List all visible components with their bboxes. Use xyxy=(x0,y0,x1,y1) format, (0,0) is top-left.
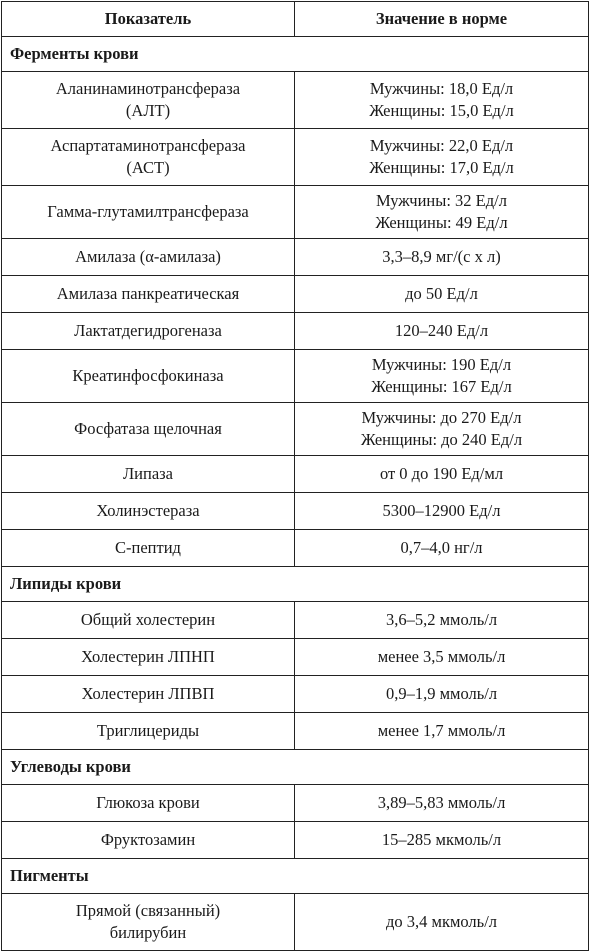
indicator-cell xyxy=(2,713,295,750)
indicator-cell xyxy=(2,239,295,276)
indicator-cell xyxy=(2,72,295,129)
table-row xyxy=(2,713,589,750)
indicator-cell xyxy=(2,403,295,456)
indicator-cell xyxy=(2,602,295,639)
norm-value: Мужчины: 18,0 Ед/л xyxy=(369,79,514,98)
table-row xyxy=(2,313,589,350)
norm-value-cell xyxy=(295,713,589,750)
norm-value-cell xyxy=(295,530,589,567)
indicator-name: Холинэстераза xyxy=(96,501,200,520)
indicator-name: Глюкоза крови xyxy=(96,793,200,812)
indicator-cell xyxy=(2,456,295,493)
indicator-cell xyxy=(2,493,295,530)
indicator-name: Триглицериды xyxy=(96,721,200,740)
indicator-name: Креатинфосфокиназа xyxy=(72,366,224,385)
section-row xyxy=(2,37,589,72)
indicator-cell xyxy=(2,785,295,822)
norm-value: Мужчины: 22,0 Ед/л xyxy=(369,136,514,155)
indicator-cell xyxy=(2,350,295,403)
section-row xyxy=(2,859,589,894)
norm-value: менее 1,7 ммоль/л xyxy=(377,721,506,740)
table-row xyxy=(2,129,589,186)
section-title: Липиды крови xyxy=(2,567,589,602)
indicator-cell xyxy=(2,822,295,859)
indicator-cell xyxy=(2,894,295,951)
indicator-name: Фруктозамин xyxy=(100,830,196,849)
indicator-name: Лактатдегидрогеназа xyxy=(74,321,222,340)
indicator-name: (АСТ) xyxy=(126,158,170,177)
indicator-name: Аспартатаминотрансфераза xyxy=(50,136,246,155)
norm-value: Женщины: до 240 Ед/л xyxy=(360,430,523,449)
norm-value-cell xyxy=(295,350,589,403)
table-row xyxy=(2,493,589,530)
indicator-name: (АЛТ) xyxy=(125,101,171,120)
table-row xyxy=(2,822,589,859)
indicator-name: Холестерин ЛПВП xyxy=(81,684,215,703)
header-norm-value: Значение в норме xyxy=(295,2,589,37)
norm-value: 120–240 Ед/л xyxy=(394,321,489,340)
section-row xyxy=(2,567,589,602)
section-title: Пигменты xyxy=(2,859,589,894)
table-body xyxy=(2,37,589,951)
indicator-name: Аланинаминотрансфераза xyxy=(55,79,241,98)
table-row xyxy=(2,676,589,713)
table-row xyxy=(2,186,589,239)
indicator-name: билирубин xyxy=(109,923,187,942)
table-row xyxy=(2,602,589,639)
table-row xyxy=(2,894,589,951)
norm-value: 5300–12900 Ед/л xyxy=(382,501,501,520)
norm-value: 0,7–4,0 нг/л xyxy=(400,538,483,557)
indicator-cell xyxy=(2,530,295,567)
norm-value-cell xyxy=(295,493,589,530)
table-row xyxy=(2,639,589,676)
norm-value: Женщины: 49 Ед/л xyxy=(375,213,508,232)
norm-value-cell xyxy=(295,276,589,313)
indicator-cell xyxy=(2,186,295,239)
indicator-name: Холестерин ЛПНП xyxy=(81,647,215,666)
table-row xyxy=(2,785,589,822)
norm-value: 15–285 мкмоль/л xyxy=(381,830,502,849)
indicator-name: С-пептид xyxy=(115,538,181,557)
norm-value: 3,6–5,2 ммоль/л xyxy=(385,610,498,629)
table-row xyxy=(2,530,589,567)
norm-value-cell xyxy=(295,894,589,951)
section-row xyxy=(2,750,589,785)
norm-value: Мужчины: 32 Ед/л xyxy=(376,191,507,210)
section-title: Ферменты крови xyxy=(2,37,589,72)
norm-value-cell xyxy=(295,676,589,713)
reference-values-table xyxy=(1,1,589,951)
indicator-name: Амилаза панкреатическая xyxy=(56,284,240,303)
norm-value: Женщины: 17,0 Ед/л xyxy=(369,158,514,177)
norm-value: 3,89–5,83 ммоль/л xyxy=(377,793,506,812)
norm-value-cell xyxy=(295,785,589,822)
indicator-cell xyxy=(2,276,295,313)
indicator-cell xyxy=(2,639,295,676)
indicator-name: Фосфатаза щелочная xyxy=(74,419,222,438)
norm-value: Женщины: 167 Ед/л xyxy=(371,377,512,396)
norm-value: 0,9–1,9 ммоль/л xyxy=(385,684,498,703)
indicator-name: Общий холестерин xyxy=(80,610,216,629)
table-row xyxy=(2,350,589,403)
indicator-name: Гамма-глутамилтрансфераза xyxy=(47,202,249,221)
indicator-name: Липаза xyxy=(122,464,173,483)
indicator-name: Амилаза (α-амилаза) xyxy=(75,247,221,266)
norm-value-cell xyxy=(295,186,589,239)
indicator-cell xyxy=(2,129,295,186)
section-title: Углеводы крови xyxy=(2,750,589,785)
norm-value: Мужчины: до 270 Ед/л xyxy=(361,408,522,427)
norm-value-cell xyxy=(295,639,589,676)
indicator-cell xyxy=(2,313,295,350)
indicator-cell xyxy=(2,676,295,713)
table-header-row xyxy=(2,2,589,37)
norm-value-cell xyxy=(295,239,589,276)
norm-value: менее 3,5 ммоль/л xyxy=(377,647,506,666)
norm-value-cell xyxy=(295,822,589,859)
norm-value-cell xyxy=(295,456,589,493)
table-row xyxy=(2,403,589,456)
norm-value: до 50 Ед/л xyxy=(405,284,478,303)
header-indicator: Показатель xyxy=(2,2,295,37)
norm-value: Женщины: 15,0 Ед/л xyxy=(369,101,514,120)
table-row xyxy=(2,72,589,129)
norm-value-cell xyxy=(295,72,589,129)
table-row xyxy=(2,239,589,276)
norm-value-cell xyxy=(295,313,589,350)
table-row xyxy=(2,456,589,493)
norm-value: Мужчины: 190 Ед/л xyxy=(371,355,512,374)
norm-value: до 3,4 мкмоль/л xyxy=(385,912,498,931)
table-row xyxy=(2,276,589,313)
norm-value-cell xyxy=(295,602,589,639)
indicator-name: Прямой (связанный) xyxy=(75,901,221,920)
norm-value-cell xyxy=(295,129,589,186)
norm-value: от 0 до 190 Ед/мл xyxy=(379,464,504,483)
norm-value-cell xyxy=(295,403,589,456)
norm-value: 3,3–8,9 мг/(с х л) xyxy=(382,247,501,266)
